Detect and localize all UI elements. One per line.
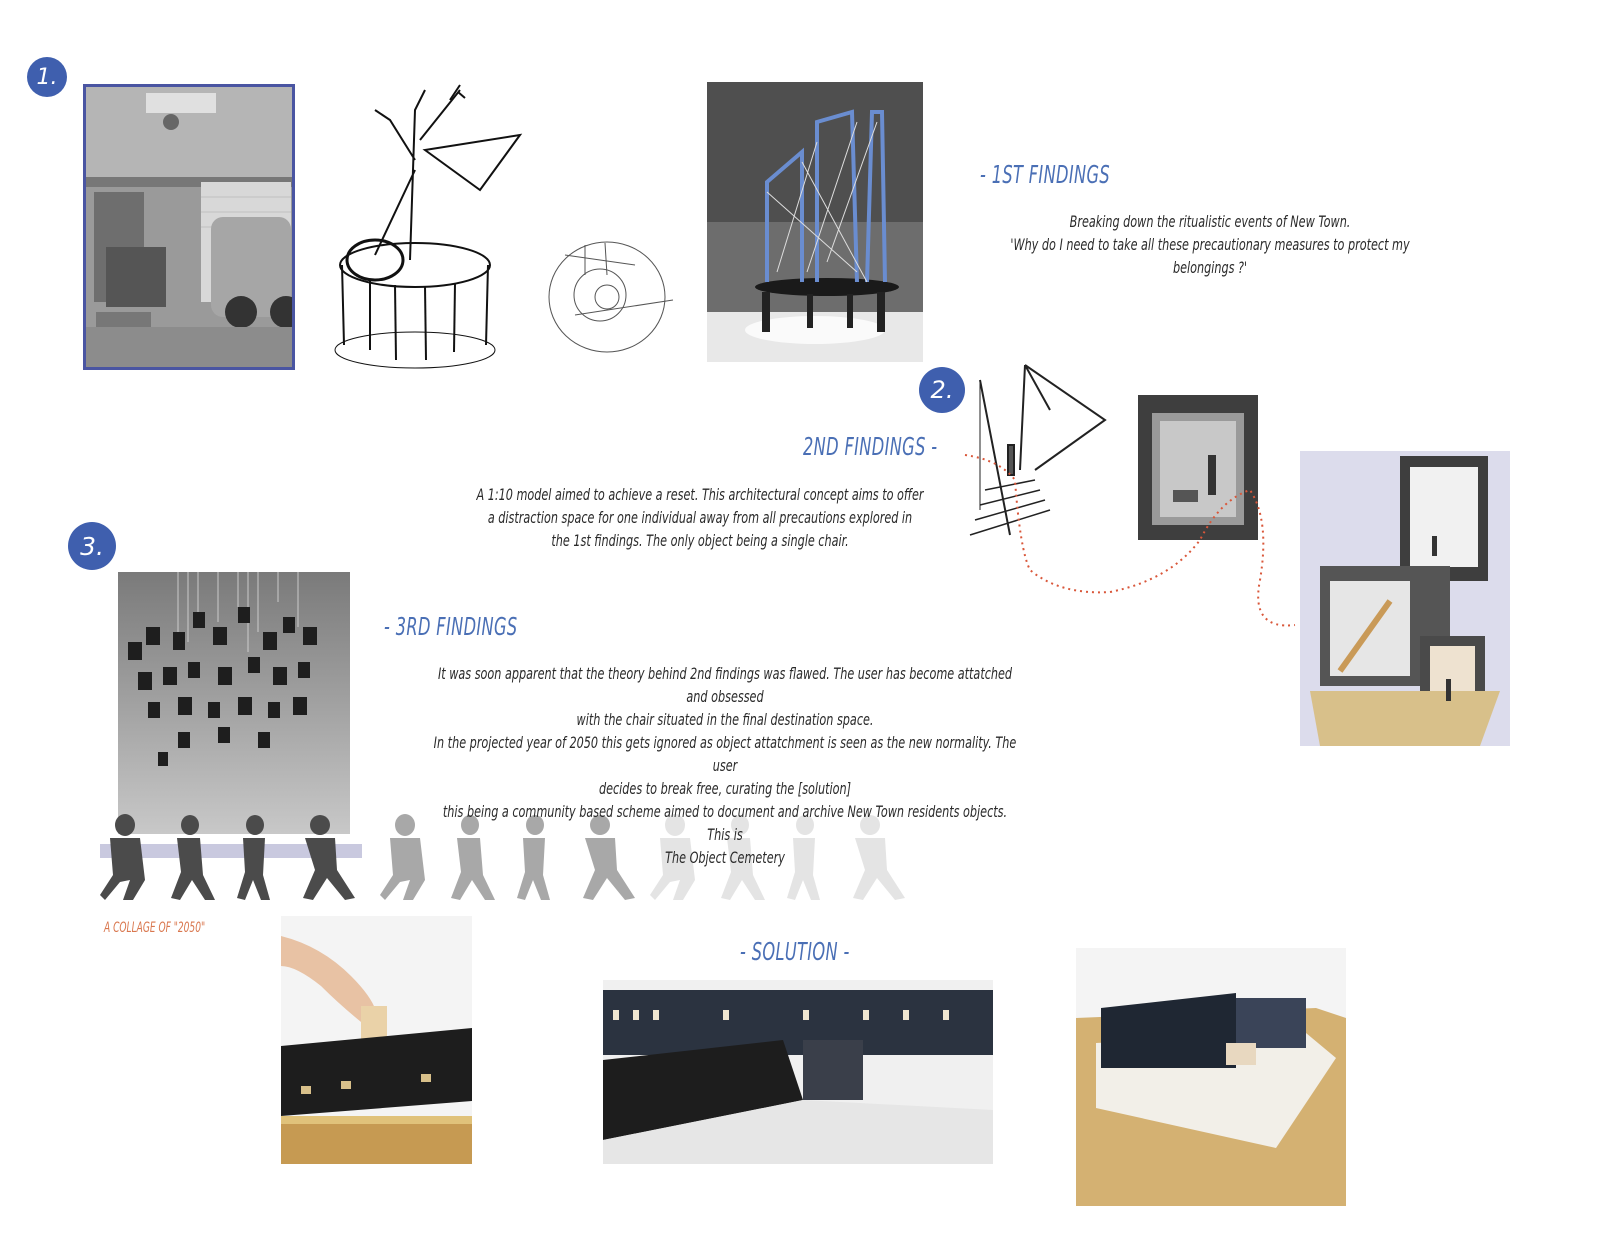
findings-1-line-2: 'Why do I need to take all these precautionary measures to protect my [1010,235,1410,254]
findings-1-line-3: belongings ?' [1172,258,1248,277]
findings-3-line-3: In the projected year of 2050 this gets ignored as object attatchment is seen as the new normality. The user [433,733,1017,775]
sketch-circle [545,235,675,360]
findings-2-line-2: a distraction space for one individual away from all precautions explored in [487,508,913,527]
marker-2: 2. [919,367,965,413]
section-drawing [1300,451,1510,746]
findings-3-line-1: It was soon apparent that the theory behind 2nd findings was flawed. The user has become attatched and obsessed [437,664,1013,706]
marker-3: 3. [68,522,116,570]
solution-hand-model-photo [281,916,472,1164]
findings-3-line-4: decides to break free, curating the [solution] [598,779,852,798]
model-photo-1 [707,82,923,362]
house-photo [83,84,295,370]
solution-street-model-photo [603,980,993,1164]
findings-2-text [466,483,934,552]
findings-3-line-5: this being a community based scheme aimed to document and archive New Town residents objects. This is [442,802,1008,844]
findings-3-line-6: The Object Cemetery [665,848,785,867]
findings-2-line-1: A 1:10 model aimed to achieve a reset. This architectural concept aims to offer [476,485,924,504]
findings-3-text [433,662,1018,869]
findings-3-line-2: with the chair situated in the final destination space. [576,710,874,729]
findings-1-line-1: Breaking down the ritualistic events of New Town. [1069,212,1351,231]
marker-1: 1. [27,57,67,97]
collage-caption: A COLLAGE OF "2050" [104,920,206,936]
solution-osb-model-photo [1076,948,1346,1206]
solution-heading: - SOLUTION - [740,937,850,966]
sketch-tree-model [330,80,540,370]
hanging-chairs-photo [118,572,350,834]
findings-2-line-3: the 1st findings. The only object being a single chair. [551,531,849,550]
findings-1-text [992,210,1429,279]
findings-2-heading: 2ND FINDINGS - [803,432,938,461]
findings-1-heading: - 1ST FINDINGS [980,160,1111,189]
findings-3-heading: - 3RD FINDINGS [384,612,518,641]
